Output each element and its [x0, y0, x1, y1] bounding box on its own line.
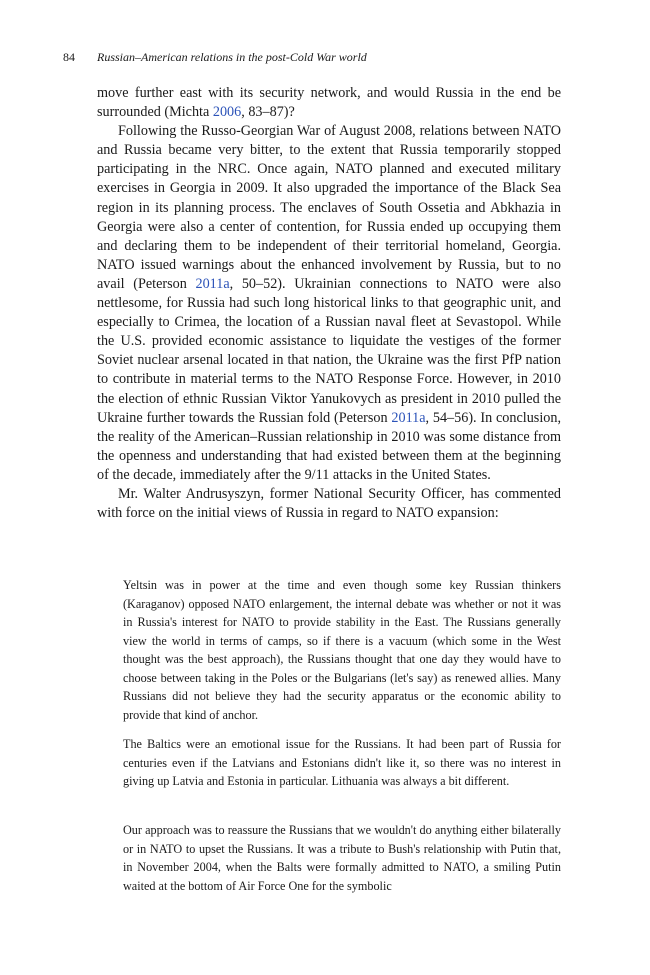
body-text — [97, 84, 561, 523]
text-run: , 50–52). Ukrainian connections to NATO were also nettlesome, for Russia had such long historical links to that geographic unit, and especially to Crimea, the location of a Russian naval fleet at Sevastopol. While the U.S. provided economic assistance to liquidate the vestiges of the former Soviet nuclear arsenal located in that nation, the Ukraine was the first PfP nation to contribute in material terms to the NATO Response Force. However, in 2010 the election of ethnic Russian Viktor Yanukovych as president in 2010 pulled the Ukraine further towards the Russian fold (Peterson — [97, 275, 562, 426]
text-run: move further east with its security network, and would Russia in the end be surrounded (Michta — [97, 85, 561, 121]
citation-link[interactable]: 2006 — [212, 104, 242, 121]
running-title: Russian–American relations in the post-Cold War world — [97, 50, 367, 64]
paragraph-continued — [97, 84, 561, 122]
paragraph-georgia-ukraine — [97, 122, 561, 485]
block-quote-text: Our approach was to reassure the Russians that we wouldn't do anything either bilaterally or in NATO to upset the Russians. It was a tribute to Bush's relationship with Putin that, in November 2004, when the Balts were formally admitted to NATO, a smiling Putin waited at the bottom of Air Force One for the symbolic — [123, 823, 561, 893]
text-run: , 54–56). In conclusion, the reality of the American–Russian relationship in 2010 was some distance from the openness and understanding that had existed between them at the beginning of the decade, immediately after the 9/11 attacks in the United States. — [97, 409, 561, 483]
running-header — [63, 49, 563, 65]
paragraph-andrusyszyn-intro: Mr. Walter Andrusyszyn, former National Security Officer, has commented with force on the initial views of Russia in regard to NATO expansion: — [97, 485, 561, 522]
page-number: 84 — [63, 50, 75, 64]
block-quote — [123, 576, 561, 724]
block-quote-text: Yeltsin was in power at the time and even though some key Russian thinkers (Karaganov) opposed NATO enlargement, the internal debate was whether or not it was in Russia's interest for NATO to provide stability in the East. The Russians generally view the world in terms of camps, so if there is a vacuum (which some in the West thought was the best approach), the Russians thought that one day they would have to choose between taking in the Poles or the Bulgarians (let's say) as renewed allies. Many Russians did not believe they had the security apparatus or the economic ability to provide that kind of anchor. — [123, 578, 561, 722]
block-quote — [123, 735, 561, 791]
text-run: , 83–87)? — [241, 104, 295, 121]
block-quote — [123, 821, 561, 895]
text-run: Following the Russo-Georgian War of August 2008, relations between NATO and Russia became very bitter, to the extent that Russia temporarily stopped participating in the NRC. Once again, NATO planned and executed military exercises in Georgia in 2009. It also upgraded the importance of the Black Sea region in its planning process. The enclaves of South Ossetia and Abkhazia in Georgia were also a center of contention, for Russia ended up occupying them and declaring them to be independent of their territorial homeland, Georgia. NATO issued warnings about the enhanced involvement by Russia, but to no avail (Peterson — [97, 123, 561, 292]
citation-link[interactable]: 2011a — [391, 409, 426, 426]
block-quote-text: The Baltics were an emotional issue for the Russians. It had been part of Russia for centuries even if the Latvians and Estonians didn't like it, so there was no interest in giving up Latvia and Estonia in particular. Lithuania was always a bit different. — [123, 737, 561, 788]
citation-link[interactable]: 2011a — [195, 275, 230, 292]
